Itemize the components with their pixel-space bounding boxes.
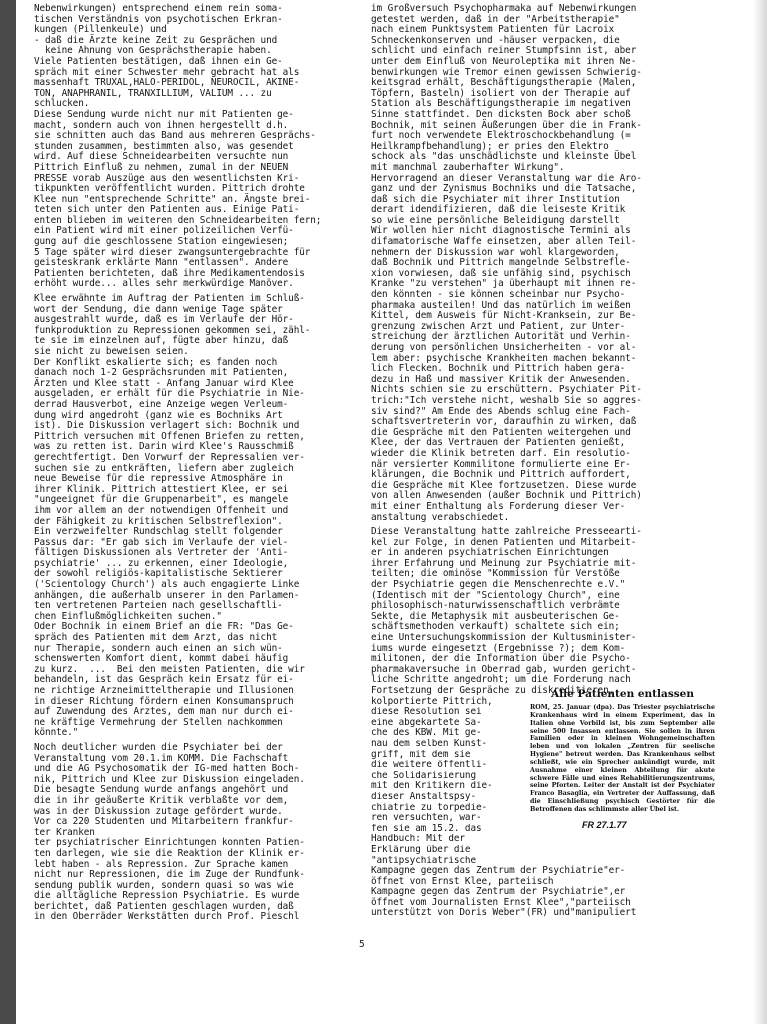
text-line: Station als Beschäftigungstherapie im negativen	[371, 98, 631, 110]
text-line: lem aber: psychische Krankheiten machen bekannt-	[371, 352, 637, 364]
text-line: neue Beweise für die repressive Atmosphäre in	[34, 473, 283, 485]
text-line: Patienten berichteten, daß ihre Medikamentendosis	[34, 267, 305, 279]
text-line: macht, sondern auch von ihnen hergestellt d.h.	[34, 119, 289, 131]
text-line: PRESSE vorab Auszüge aus den wesentlichsten Kri-	[34, 172, 300, 184]
text-line: ausgestrahlt wurde, daß es im Verlaufe der Hör-	[34, 314, 294, 326]
text-line: pharmakaversuche in Oberrad gab, wurden gericht-	[371, 663, 637, 675]
text-line: Handbuch: Mit der	[371, 834, 465, 845]
text-line: chen Einflußmöglichkeiten suchen."	[34, 610, 222, 622]
text-line: nach einem Punktsystem Patienten für Lacroix	[371, 24, 615, 36]
text-line: unter dem Einfluß von Neuroleptika mit ihren Ne-	[371, 55, 637, 67]
text-line: sendung publik wurden, sondern quasi so was wie	[34, 879, 294, 891]
text-line: siv sind?" Am Ende des Abends schlug eine Fach-	[371, 405, 631, 417]
text-line: Töpfern, Basteln) isoliert von der Therapie auf	[371, 87, 631, 99]
text-line: griff, mit dem sie	[371, 749, 471, 760]
text-line: te sie im einzelnen auf, fügte aber hinzu, daß	[34, 335, 289, 347]
page-number: 5	[359, 939, 365, 950]
text-line: Die besagte Sendung wurde anfangs angehört und	[34, 784, 289, 796]
text-line: Ärzten und Klee statt - Anfang Januar wird Klee	[34, 377, 294, 389]
text-line: ausgeladen, er erhält für die Psychiatrie in Nie-	[34, 388, 305, 400]
text-line: difamatorische Waffe einsetzen, aber allen Teil-	[371, 236, 637, 248]
text-line: ihrer Klinik. Pittrich attestiert Klee, er sei	[34, 483, 289, 495]
text-line: che Solidarisierung	[371, 770, 476, 781]
text-line: derung von persönlichen Unsicherheiten - vor al-	[371, 342, 637, 353]
text-line: streichung der ärztlichen Autorität und Verhin-	[371, 331, 631, 343]
text-line: "antipsychiatrische	[371, 855, 476, 866]
text-line: Ein verzweifelter Rundschlag stellt folgender	[34, 526, 283, 538]
text-line: Klee erwähnte im Auftrag der Patienten im Schluß-	[34, 293, 305, 305]
text-line: schlucken.	[34, 98, 90, 110]
text-line: schlicht und einfach reiner Stumpfsinn ist, aber	[371, 45, 637, 57]
text-line: grenzung zwischen Arzt und Patient, zur Unter-	[371, 320, 626, 332]
text-line: Klee, der das Vertrauen der Patienten genießt,	[371, 437, 626, 449]
text-line: dieser Anstaltspsy-	[371, 791, 476, 802]
text-line: Nichts schien sie zu erschüttern. Psychiater Pit-	[371, 384, 642, 396]
text-line: öffnet von Ernst Klee, parteiisch	[371, 875, 554, 887]
text-line: ist). Die Diskussion verlagert sich: Bochnik und	[34, 420, 300, 432]
text-line: Vor ca 220 Studenten und Mitarbeitern frankfur-	[34, 816, 294, 828]
text-line: spräch des Patienten mit dem Arzt, das nicht	[34, 632, 278, 644]
text-line: die weitere öffentli-	[371, 760, 488, 771]
text-line: lich Flecken. Bochnik und Pittrich haben gera-	[371, 363, 626, 375]
text-line: wieder die Klinik betreten darf. Ein resolutio-	[371, 447, 631, 459]
text-line: berichtet, daß Patienten geschlagen wurden, daß	[34, 900, 294, 912]
text-line: keitsgrad erhält, Beschäftigungstherapie (Malen,	[371, 77, 637, 89]
text-line: funkproduktion zu Repressionen gekommen sei, zähl-	[34, 324, 311, 336]
text-line: ihm vor allem an der notwendigen Offenheit und	[34, 504, 289, 516]
text-line: behandeln, ist das Gespräch kein Ersatz für ei-	[34, 674, 294, 686]
text-line: 5 Tage später wird dieser zwangsuntergebrachte für	[34, 246, 311, 258]
text-line: pharmaka austeilen! Und das natürlich im weißen	[371, 299, 631, 311]
left-text-column	[34, 4, 374, 923]
text-line: Bochnik, mit seinen Äußerungen über die in Frank-	[371, 119, 642, 131]
text-line: er in anderen psychiatrischen Einrichtungen	[371, 547, 609, 559]
text-line: sie nicht zu beweisen seien.	[34, 346, 189, 357]
text-line: daß Bochnik und Pittrich mangelnde Selbstrefle-	[371, 257, 631, 269]
clipping-handwritten-note: FR 27.1.77	[582, 819, 627, 830]
text-line: ter psychiatrischer Einrichtungen konnten Patien-	[34, 837, 305, 849]
text-line: der sowohl religiös-kapitalistische Sektierer	[34, 568, 283, 580]
text-line: Viele Patienten bestätigen, daß ihnen ein Ge-	[34, 55, 283, 67]
text-line: tikpunkten veröffentlicht wurden. Pittrich drohte	[34, 183, 305, 195]
text-line: zu kurz. ... Bei den meisten Patienten, die wir	[34, 663, 305, 675]
text-line: ihrer Erfahrung und Meinung zur Psychiatrie mit-	[371, 557, 637, 569]
text-line: Erklärung über die	[371, 844, 471, 855]
text-line: Schneckenkonserven und -häuser verpacken, die	[371, 34, 620, 46]
text-line: dung wird angedroht (ganz wie es Bochniks Art	[34, 409, 283, 421]
text-line: spräch mit einer Schwester mehr gebracht hat als	[34, 66, 300, 78]
text-line: ne richtige Arzneimitteltherapie und Illusionen	[34, 685, 294, 696]
text-line: keine Ahnung von Gesprächstherapie haben.	[34, 45, 272, 57]
text-line: Diese Sendung wurde nicht nur mit Patienten ge-	[34, 108, 294, 120]
text-line: Kampagne gegen das Zentrum der Psychiatrie"er-	[371, 865, 626, 877]
text-line: auf Zuwendung des Arztes, dem man nur durch ei-	[34, 706, 294, 718]
text-line: kolportierte Pittrich,	[371, 695, 493, 707]
text-line: Sekte, die Metaphysik mit ausbeuterischen Ge-	[371, 610, 620, 622]
text-line: lebt haben - als Repression. Zur Sprache kamen	[34, 858, 289, 870]
text-line: die alltägliche Repression Psychiatrie. Es wurde	[34, 890, 300, 902]
text-line: sie schnitten auch das Band aus mehreren Gesprächs-	[34, 130, 316, 142]
text-line: mit einer Enthaltung als Forderung dieser Ver-	[371, 500, 626, 512]
text-line: derrad Hausverbot, eine Anzeige wegen Verleum-	[34, 398, 289, 410]
clipping-body: ROM, 25. Januar (dpa). Das Triester psychiatrische Krankenhaus wird in einem Experiment, das in Italien ohne Vorbild ist, bis zum September alle seine 500 Insassen entlassen. Sie sollen in ihren Familien oder in kleinen Wohngemeinschaften leben und von lokalen „Zentren für seelische Hygiene" betreut werden. Das Krankenhaus selbst schließt, wie ein Sprecher ankündigt wurde, mit Ausnahme einer kleinen Abteilung für akute schwere Fälle und eines Rehabilitierungszentrums, seine Pforten. Leiter der Anstalt ist der Psychiater Franco Basaglia, ein Vertreter der Auffassung, daß die Einschließung psychisch Gestörter für die Betroffenen das schlimmste aller Übel ist.	[530, 704, 715, 813]
text-line: ren versuchten, war-	[371, 813, 482, 824]
text-line: mit den Kritikern die-	[371, 781, 493, 792]
newspaper-clipping	[530, 688, 715, 880]
text-line: schenswerten Komfort dient, kommt dabei häufig	[34, 653, 289, 665]
text-line: anhängen, die außerhalb unserer in den Parlamen-	[34, 589, 300, 601]
text-line: in den Oberräder Werkstätten durch Prof. Pieschl	[34, 911, 300, 923]
text-line: ne kräftige Vermehrung der Stellen nachkommen	[34, 716, 283, 728]
text-line: was zu retten ist. Darin wird Klee's Rausschmiß	[34, 441, 294, 453]
text-line: und die AG Psychosomatik der IG-med hatten Boch-	[34, 763, 300, 775]
text-line: wird. Auf diese Schneidearbeiten versuchte nun	[34, 151, 289, 163]
text-line: Passus dar: "Er gab sich im Verlaufe der viel-	[34, 536, 289, 548]
text-line: schäftsmethoden verkauft) schaltete sich ein;	[371, 621, 620, 633]
text-line: - daß die Ärzte keine Zeit zu Gesprächen und	[34, 34, 278, 46]
text-line: stunden zusammen, bestimmten also, was gesendet	[34, 140, 294, 152]
text-line: erhöht wurde... alles sehr merkwürdige Manöver.	[34, 278, 294, 290]
document-page	[16, 0, 753, 1024]
text-line: Kittel, dem Ausweis für Nicht-Kranksein, zur Be-	[371, 310, 637, 322]
text-line: nehmern der Diskussion war wohl klargeworden,	[371, 246, 620, 258]
text-line: iums wurde eingesetzt (Ergebnisse ?); dem Kom-	[371, 642, 626, 654]
text-line: den könnten - sie können scheinbar nur Psycho-	[371, 289, 626, 301]
text-line: furt noch verwendete Elektroschockbehandlung (=	[371, 130, 631, 142]
text-line: TON, ANAPHRANIL, TRANXILLIUM, VALIUM ... zu	[34, 87, 272, 99]
text-line: ten darlegen, wie sie die Reaktion der Klinik er-	[34, 847, 305, 859]
text-line: Der Konflikt eskalierte sich; es fanden noch	[34, 356, 278, 368]
text-line: Diese Veranstaltung hatte zahlreiche Presseearti-	[371, 526, 642, 538]
text-line: die Gespräche mit Klee fortzusetzen. Diese wurde	[371, 479, 637, 491]
text-line: Heilkrampfbehandlung); er pries den Elektro	[371, 140, 609, 152]
text-line: könnte."	[34, 727, 79, 739]
clipping-headline: Alle Patienten entlassen	[551, 688, 694, 700]
text-line: klärungen, die Bochnik und Pittrich auffordert,	[371, 469, 631, 481]
text-line: gerechtfertigt. Den Vorwurf der Repressalien ver-	[34, 451, 305, 463]
text-line: teten sich unter den Patienten aus. Einige Pati-	[34, 204, 300, 216]
text-line: när versierter Kommilitone formulierte eine Er-	[371, 458, 631, 470]
text-line: kungen (Pillenkeule) und	[34, 24, 167, 36]
text-line: Veranstaltung vom 20.1.im KOMM. Die Fachschaft	[34, 752, 289, 764]
text-line: wort der Sendung, die dann wenige Tage später	[34, 303, 283, 315]
text-line: Nebenwirkungen) entsprechend einem rein soma-	[34, 3, 283, 14]
text-line: Fortsetzung der Gespräche zu diskreditieren,	[371, 685, 615, 696]
text-line: Klee nun "entsprechende Schritte" an. Ängste brei-	[34, 193, 311, 205]
text-line: (Identisch mit der "Scientology Church", eine	[371, 589, 620, 601]
text-line: derart idendifizieren, daß die leiseste Kritik	[371, 204, 626, 216]
text-line: ten vertretenen Parteien nach gesellschaftli-	[34, 600, 283, 612]
text-line: psychiatrie' ... zu erkennen, einer Ideologie,	[34, 557, 289, 569]
text-line: anstaltung verabschiedet.	[371, 511, 510, 523]
text-line: mit manchmal zauberhafter Wirkung".	[371, 161, 565, 173]
text-line: ganz und der Zynismus Bochniks und die Tatsache,	[371, 183, 637, 195]
text-line: Pittrich Einfluß zu nehmen, zumal in der NEUEN	[34, 161, 289, 173]
text-line: nur Therapie, sondern auch einen an sich wün-	[34, 642, 283, 654]
text-line: die in ihr geäußerte Kritik verblaßte vor dem,	[34, 794, 289, 806]
text-line: von allen Anwesenden (außer Bochnik und Pittrich)	[371, 490, 642, 502]
text-line: teilten; die ominöse "Kommission für Verstöße	[371, 568, 620, 580]
text-line: massenhaft TRUXAL,HALO-PERIDOL, NEUROCIL, AKINE-	[34, 77, 300, 89]
text-line: eine abgekartete Sa-	[371, 717, 482, 728]
text-line: diese Resolution sei	[371, 707, 482, 718]
text-line: gung auf die geschlossene Station eingewiesen;	[34, 236, 289, 248]
text-line: fen sie am 15.2. das	[371, 823, 482, 834]
text-line: eine Untersuchungskommission der Kultusminister-	[371, 632, 637, 644]
text-line: Kranke "zu verstehen" ja überhaupt mit ihnen re-	[371, 278, 637, 290]
text-line: Oder Bochnik in einem Brief an die FR: "Das Ge-	[34, 621, 294, 633]
text-line: enten blieben im weiteren den Schneidearbeiten fern;	[34, 214, 322, 226]
text-line: so wie eine persönliche Beleidigung darstellt	[371, 214, 620, 226]
text-line: benwirkungen wie Tremor einen gewissen Schwierig-	[371, 66, 642, 78]
text-line: xion vorwiesen, daß sie unfähig sind, psychisch	[371, 267, 631, 279]
text-line: nik, Pittrich und Klee zur Diskussion eingeladen.	[34, 773, 305, 785]
text-line: ter Kranken	[34, 826, 95, 838]
text-line: im Großversuch Psychopharmaka auf Nebenwirkungen	[371, 3, 637, 14]
text-line: trich:"Ich verstehe nicht, weshalb Sie so aggres-	[371, 394, 642, 406]
text-line: philosophisch-naturwissenschaftlich verbrämte	[371, 600, 620, 612]
text-line: suchen sie zu entkräften, liefern aber zugleich	[34, 462, 294, 474]
text-line: chiatrie zu torpedie-	[371, 802, 488, 813]
text-line: ('Scientology Church') als auch engagierte Linke	[34, 579, 300, 591]
text-line: der Psychiatrie gegen die Menschenrechte e.V."	[371, 579, 626, 591]
text-line: nau dem selben Kunst-	[371, 738, 488, 749]
text-line: ein Patient wird mit einer polizeilichen Verfü-	[34, 225, 294, 237]
text-line: daß sich die Psychiater mit ihrer Institution	[371, 193, 620, 205]
text-line: liche Schritte angedroht; um die Forderung nach	[371, 674, 631, 686]
text-line: militonen, der die Information über die Psycho-	[371, 653, 631, 665]
text-line: Wir wollen hier nicht diagnostische Termini als	[371, 225, 631, 237]
text-line: Pittrich versuchen mit Offenen Briefen zu retten,	[34, 430, 305, 442]
text-line: getestet werden, daß in der "Arbeitstherapie"	[371, 13, 620, 25]
text-line: in dieser Richtung fördern einen Konsumanspruch	[34, 695, 294, 707]
text-line: "ungeeignet für die Gruppenarbeit", es mangele	[34, 494, 289, 506]
text-line: was in der Diskussion zutage gefördert wurde.	[34, 805, 283, 817]
text-line: Noch deutlicher wurden die Psychiater bei der	[34, 741, 283, 753]
text-line: der Fähigkeit zu kritischen Selbstreflexion".	[34, 515, 283, 527]
text-line: dezu in Haß und massiver Kritik der Anwesenden.	[371, 373, 631, 385]
text-line: öffnet vom Journalisten Ernst Klee","parteiisch	[371, 896, 631, 908]
page-edge-shadow	[753, 0, 767, 1024]
text-line: die Gespräche mit den Patienten weitergehen und	[371, 426, 631, 438]
text-line: geisteskrank erklärte Mann "entlassen". Andere	[34, 257, 289, 269]
text-line: Sinne stattfindet. Den dicksten Bock aber schoß	[371, 108, 631, 120]
text-line: danach noch 1-2 Gesprächsrunden mit Patienten,	[34, 367, 289, 379]
text-line: Hervorragend an dieser Veranstaltung war die Aro-	[371, 172, 642, 184]
text-line: Kampagne gegen das Zentrum der Psychiatrie",er	[371, 886, 626, 898]
text-line: schock als "das unschädlichste und kleinste Übel	[371, 151, 637, 163]
text-line: kel zur Folge, in denen Patienten und Mitarbeit-	[371, 536, 637, 548]
text-line: schaftsvertreterin vor, daraufhin zu wirken, daß	[371, 416, 637, 428]
text-line: fältigen Diskussionen als Vertreter der 'Anti-	[34, 547, 289, 559]
text-line: tischen Verständnis von psychotischen Erkran-	[34, 13, 283, 25]
text-line: unterstützt von Doris Weber"(FR) und"manipuliert	[371, 907, 637, 919]
text-line: che des KBW. Mit ge-	[371, 728, 482, 739]
text-line: nicht nur Repressionen, die im Zuge der Rundfunk-	[34, 869, 305, 881]
